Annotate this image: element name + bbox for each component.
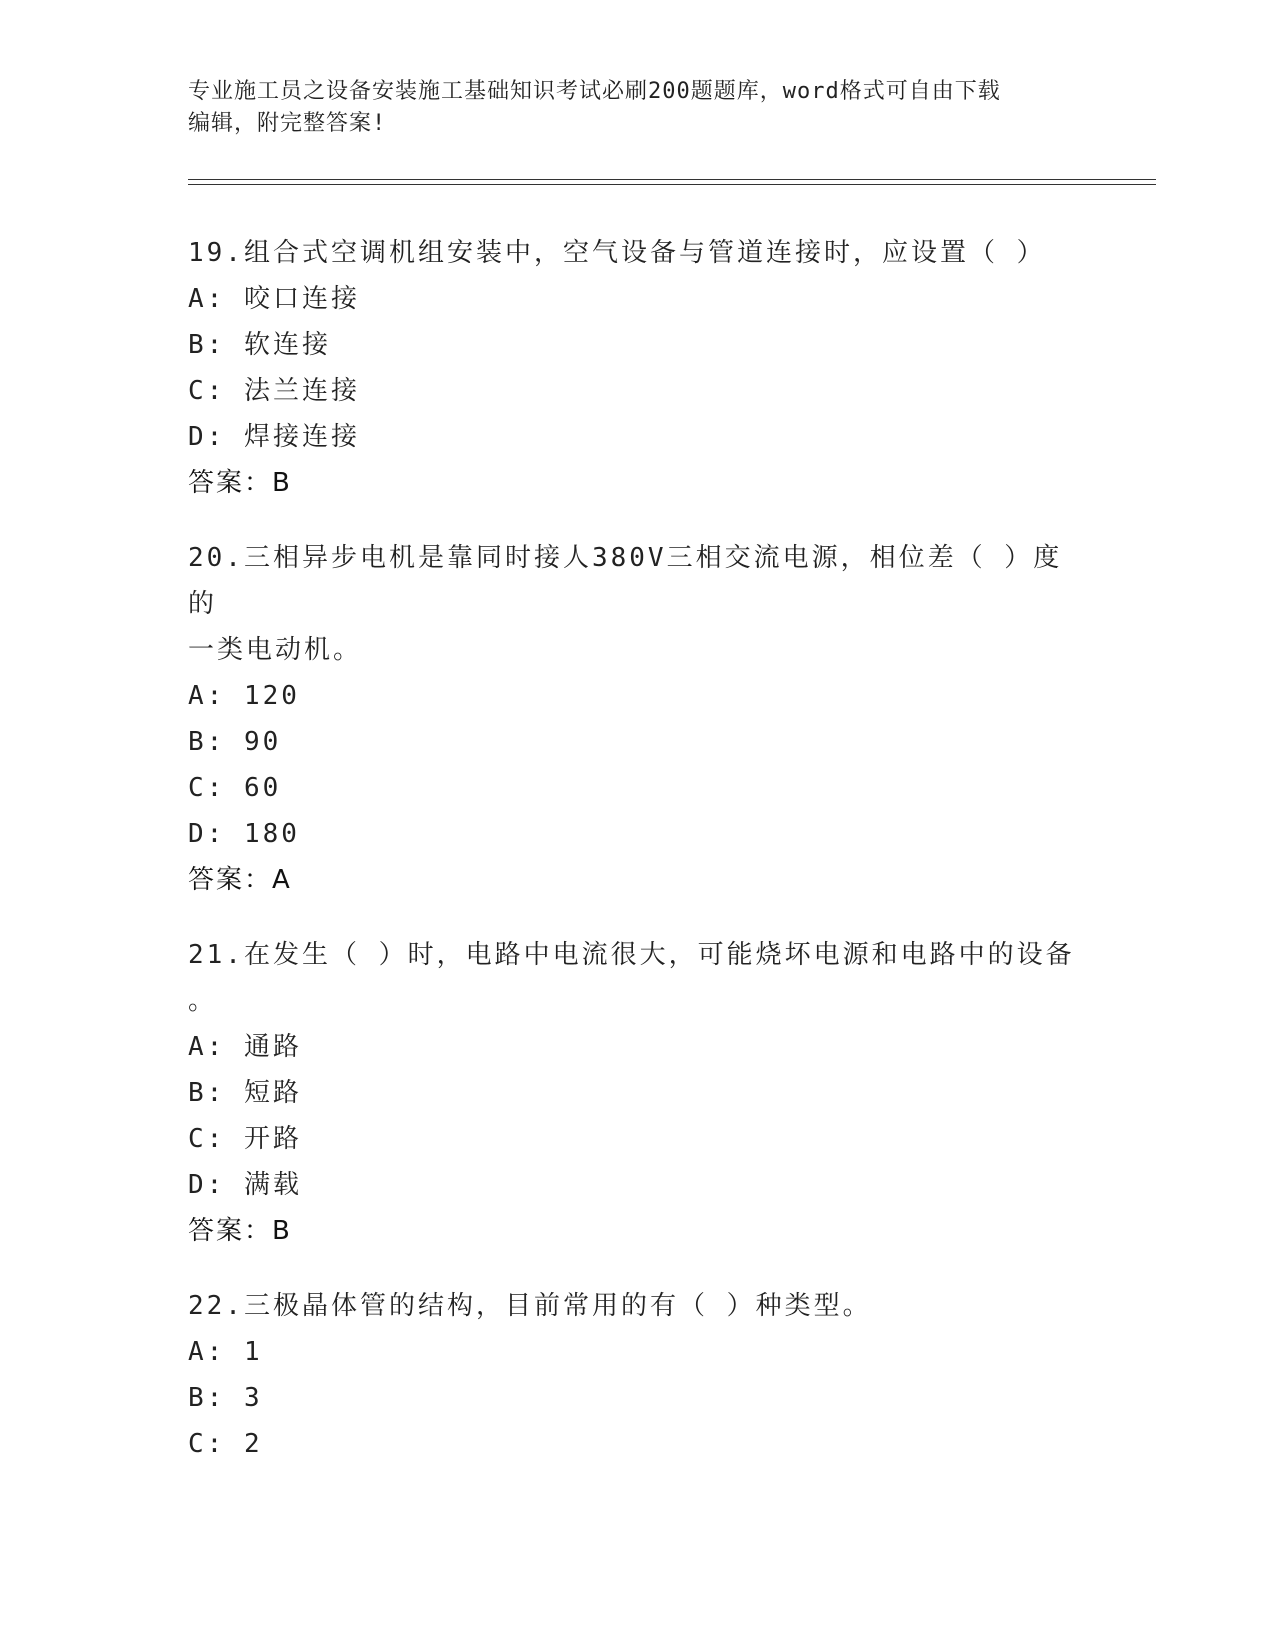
- question-stem: 21.在发生（ ）时，电路中电流很大，可能烧坏电源和电路中的设备: [188, 940, 1075, 970]
- question-19: [188, 230, 1088, 506]
- question-stem-continuation: 。: [188, 986, 218, 1016]
- option-a: A: 咬口连接: [188, 284, 360, 314]
- question-20: [188, 535, 1088, 903]
- option-c: C: 2: [188, 1429, 263, 1459]
- header-divider-bottom: [188, 184, 1156, 185]
- option-c: C: 法兰连接: [188, 376, 360, 406]
- question-list: [188, 230, 1088, 1496]
- header-divider-top: [188, 179, 1156, 180]
- option-d: D: 满载: [188, 1170, 302, 1200]
- option-a: A: 1: [188, 1337, 263, 1367]
- option-c: C: 开路: [188, 1124, 302, 1154]
- header-title-line-1: 专业施工员之设备安装施工基础知识考试必刷200题题库，word格式可自由下载: [188, 79, 1001, 104]
- question-stem: 19.组合式空调机组安装中，空气设备与管道连接时，应设置（ ）: [188, 238, 1046, 268]
- option-d: D: 焊接连接: [188, 422, 360, 452]
- option-b: B: 软连接: [188, 330, 331, 360]
- question-stem-continuation: 一类电动机。: [188, 635, 363, 665]
- answer-line: 答案：B: [188, 1216, 292, 1246]
- question-21: [188, 932, 1088, 1254]
- question-stem: 20.三相异步电机是靠同时接人380V三相交流电源，相位差（ ）度的: [188, 543, 1063, 619]
- header-title-line-2: 编辑，附完整答案!: [188, 111, 387, 136]
- option-b: B: 90: [188, 727, 282, 757]
- option-b: B: 短路: [188, 1078, 302, 1108]
- option-d: D: 180: [188, 819, 300, 849]
- option-b: B: 3: [188, 1383, 263, 1413]
- option-c: C: 60: [188, 773, 282, 803]
- answer-line: 答案：B: [188, 468, 292, 498]
- option-a: A: 120: [188, 681, 300, 711]
- document-header: [188, 76, 1088, 140]
- question-22: [188, 1283, 1088, 1467]
- question-stem: 22.三极晶体管的结构，目前常用的有（ ）种类型。: [188, 1291, 872, 1321]
- option-a: A: 通路: [188, 1032, 302, 1062]
- answer-line: 答案：A: [188, 865, 292, 895]
